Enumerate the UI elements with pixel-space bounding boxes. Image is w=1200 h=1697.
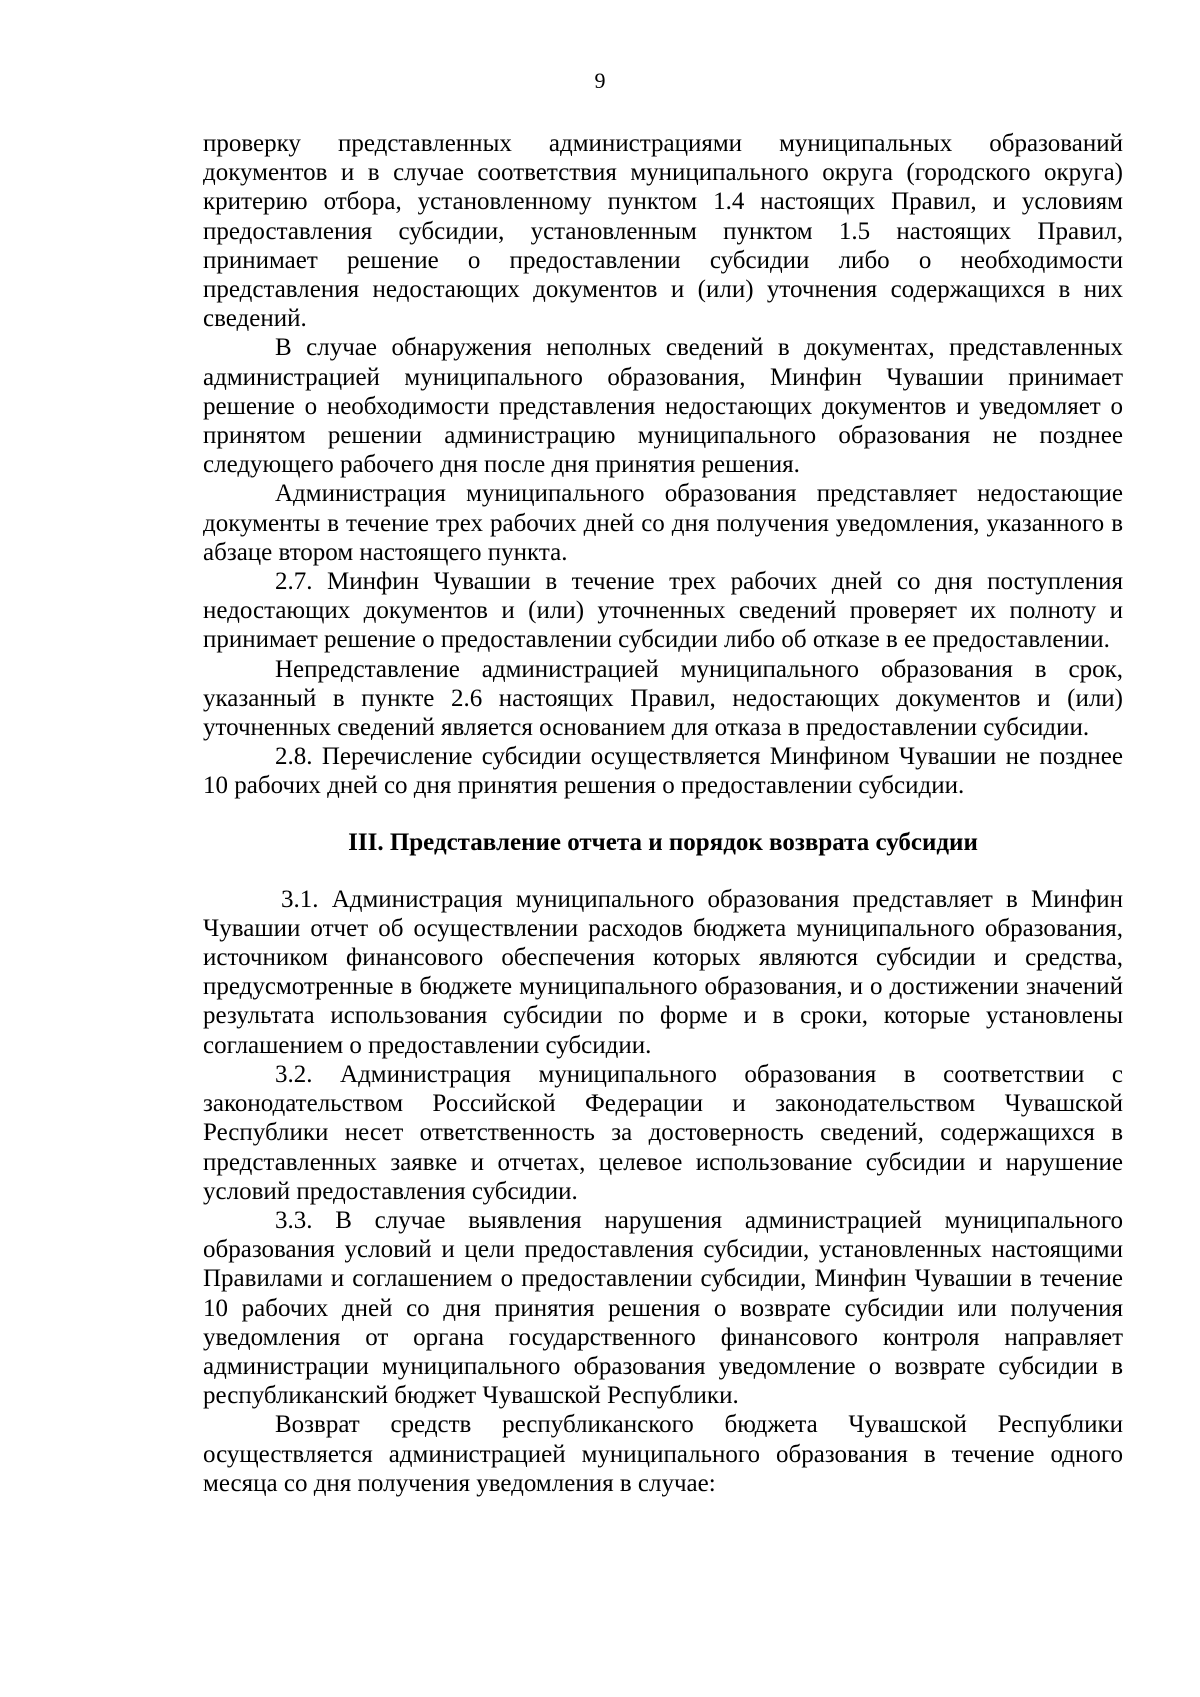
document-body [203, 129, 1123, 1498]
section-heading: III. Представление отчета и порядок возврата субсидии [348, 828, 978, 856]
paragraph: 2.7. Минфин Чувашии в течение трех рабочих дней со дня поступления недостающих документов и (или) уточненных сведений проверяет их полноту и принимает решение о предоставлении субсидии либо об отказе в ее предоставлении. [203, 568, 1123, 654]
paragraph: Администрация муниципального образования представляет недостающие документы в течение трех рабочих дней со дня получения уведомления, указанного в абзаце втором настоящего пункта. [203, 480, 1123, 566]
paragraph: 2.8. Перечисление субсидии осуществляется Минфином Чувашии не позднее 10 рабочих дней со дня принятия решения о предоставлении субсидии. [203, 743, 1123, 800]
paragraph: Непредставление администрацией муниципального образования в срок, указанный в пункте 2.6 настоящих Правил, недостающих документов и (или) уточненных сведений является основанием для отказа в предоставлении субсидии. [203, 655, 1123, 742]
paragraph: проверку представленных администрациями муниципальных образований документов и в случае соответствия муниципального округа (городского округа) критерию отбора, установленному пунктом 1.4 настоящих Правил, и условиям предоставления субсидии, установленным пунктом 1.5 настоящих Правил, принимает решение о предоставлении субсидии либо о необходимости представления недостающих документов и (или) уточнения содержащихся в них сведений. [203, 130, 1123, 333]
paragraph: 3.2. Администрация муниципального образования в соответствии с законодательством Российской Федерации и законодательством Чувашской Республики несет ответственность за достоверность сведений, содержащихся в представленных заявке и отчетах, целевое использование субсидии и нарушение условий предоставления субсидии. [203, 1060, 1123, 1205]
page-number: 9 [594, 68, 606, 93]
paragraph: 3.3. В случае выявления нарушения администрацией муниципального образования условий и цели предоставления субсидии, установленных настоящими Правилами и соглашением о предоставлении субсидии, Минфин Чувашии в течение 10 рабочих дней со дня принятия решения о возврате субсидии или получения уведомления от органа государственного финансового контроля направляет администрации муниципального образования уведомление о возврате субсидии в республиканский бюджет Чувашской Республики. [203, 1206, 1123, 1410]
paragraph: 3.1. Администрация муниципального образования представляет в Минфин Чувашии отчет об осуществлении расходов бюджета муниципального образования, источником финансового обеспечения которых являются субсидии и средства, предусмотренные в бюджете муниципального образования, и о достижении значений результата использования субсидии по форме и в сроки, которые установлены соглашением о предоставлении субсидии. [203, 885, 1123, 1059]
paragraph: Возврат средств республиканского бюджета Чувашской Республики осуществляется администрацией муниципального образования в течение одного месяца со дня получения уведомления в случае: [203, 1411, 1123, 1497]
paragraph: В случае обнаружения неполных сведений в документах, представленных администрацией муниципального образования, Минфин Чувашии принимает решение о необходимости представления недостающих документов и уведомляет о принятом решении администрацию муниципального образования не позднее следующего рабочего дня после дня принятия решения. [203, 334, 1123, 479]
